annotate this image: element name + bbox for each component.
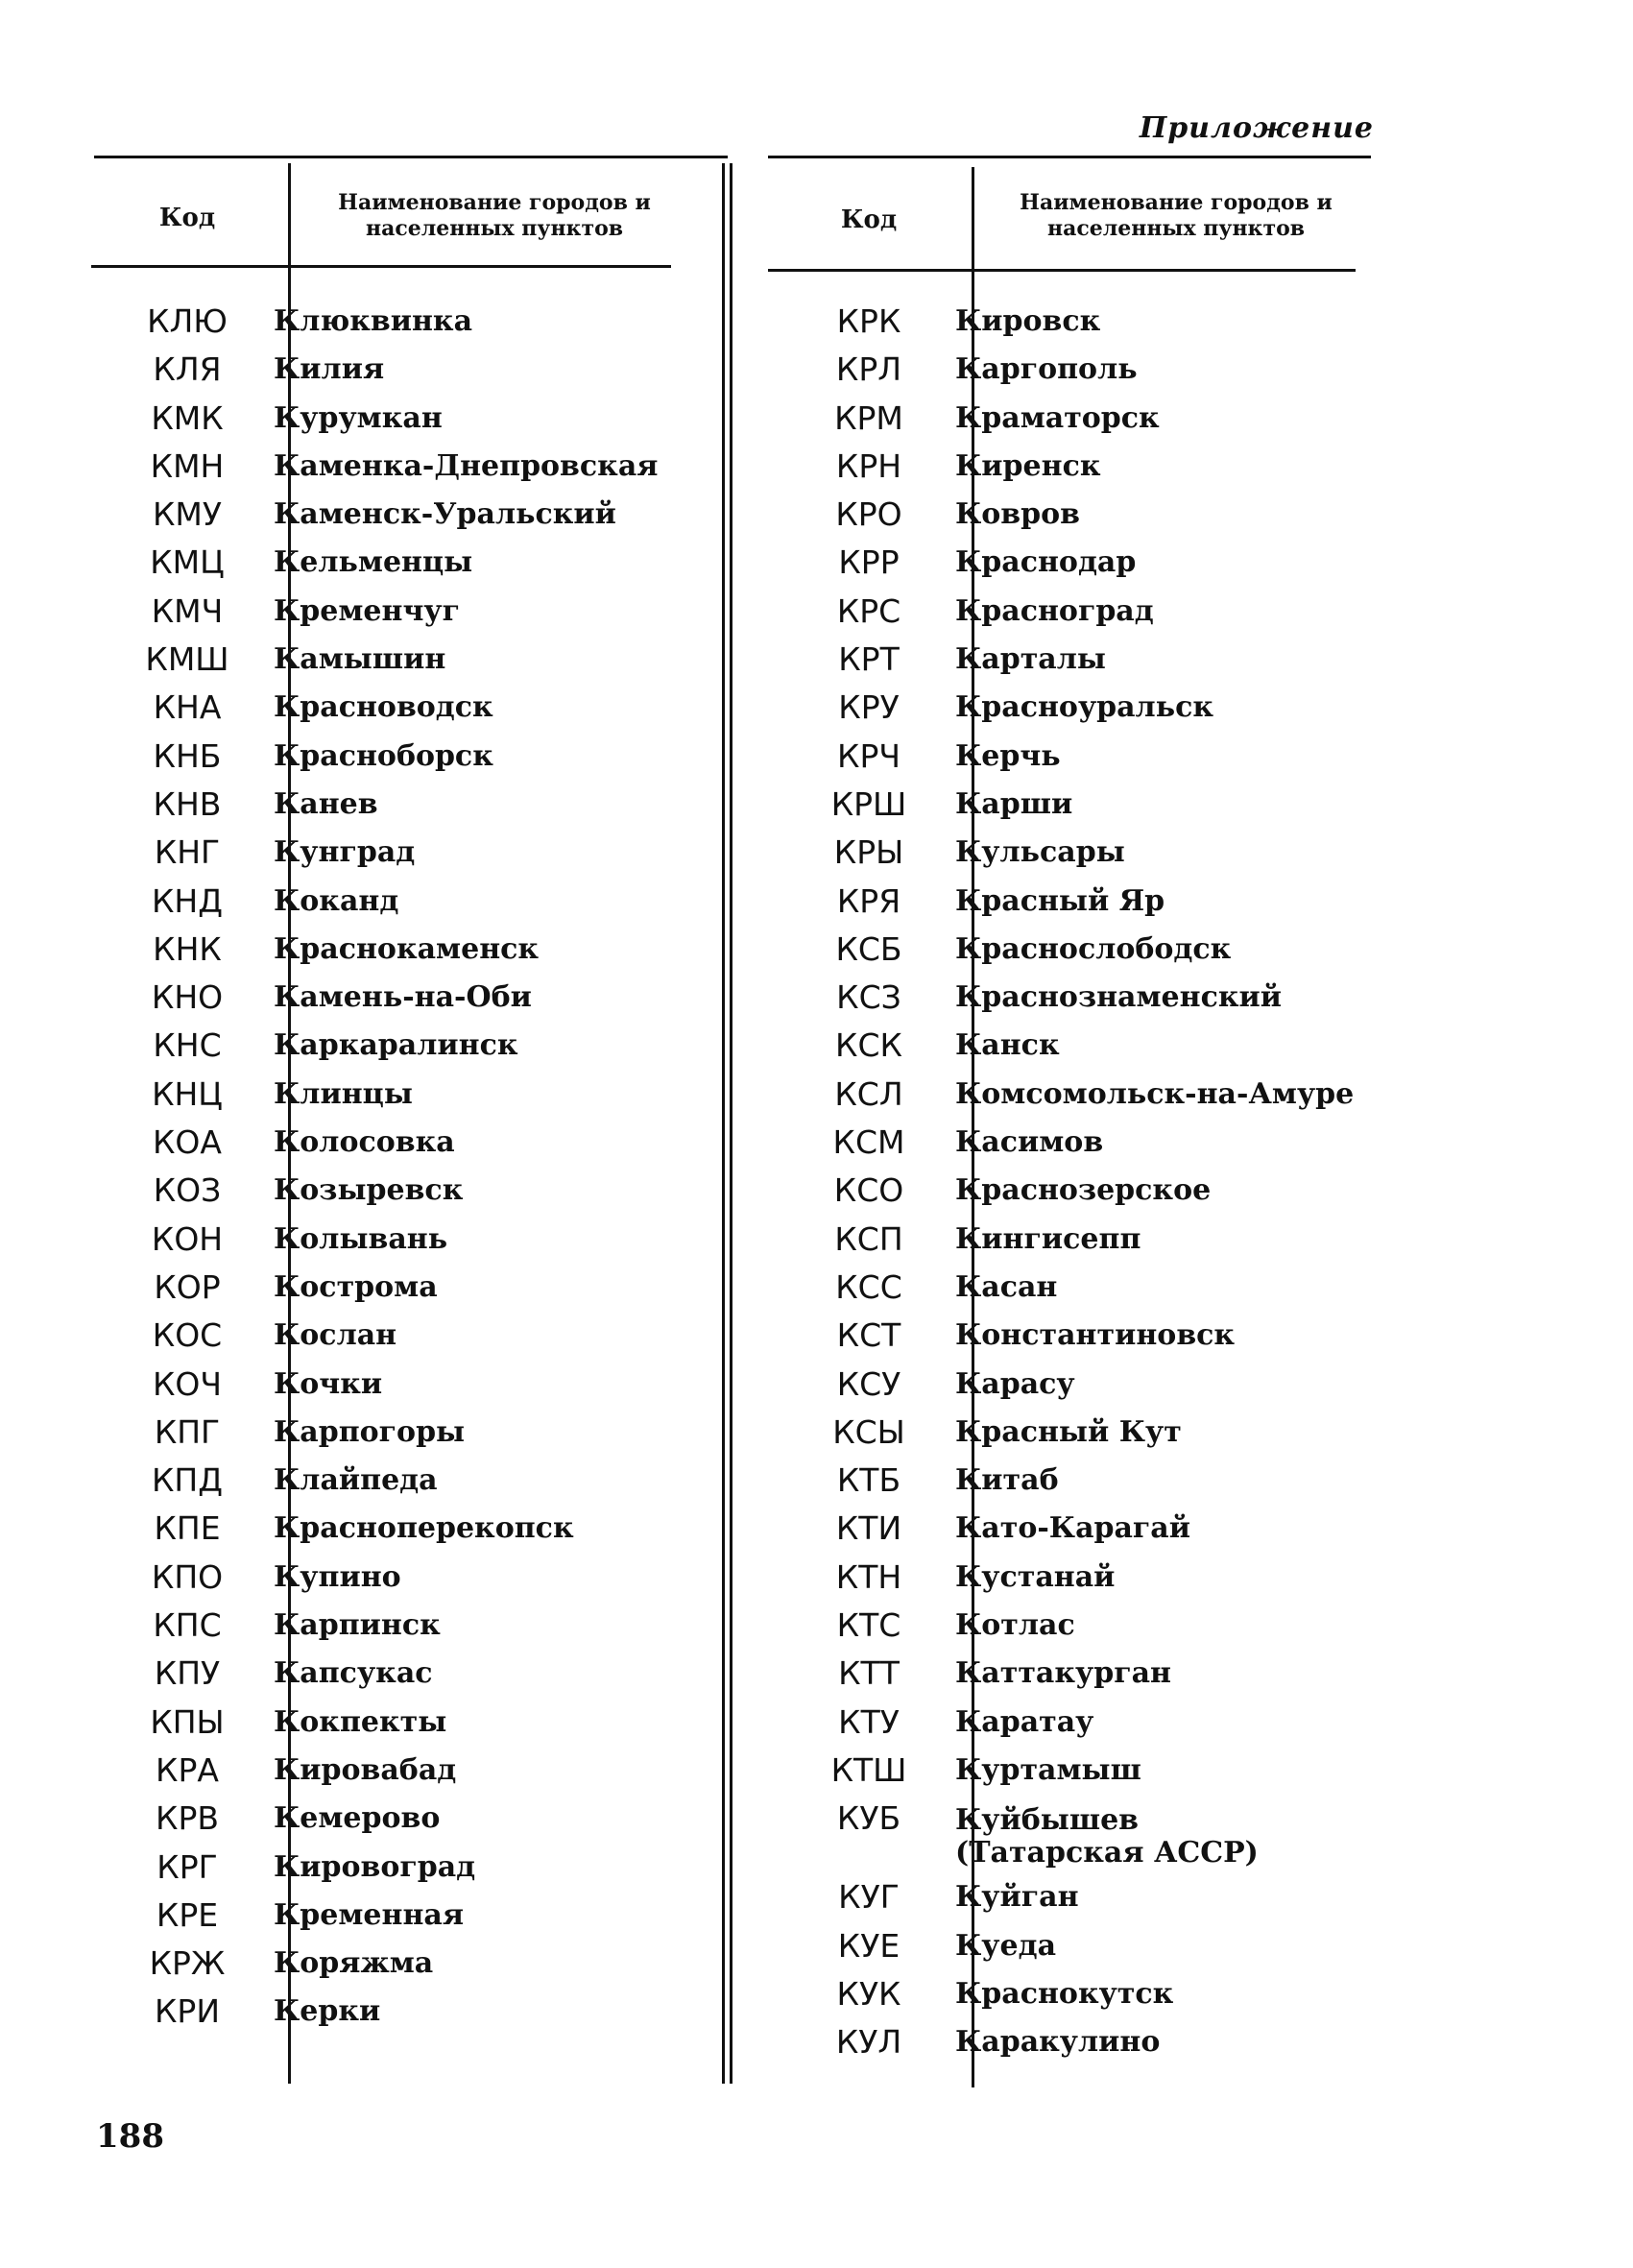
table-row xyxy=(91,491,715,539)
code-cell: КЛЮ xyxy=(147,302,228,340)
table-row xyxy=(91,1844,715,1892)
name-cell: Красноуральск xyxy=(955,690,1214,725)
code-cell: КРШ xyxy=(830,784,907,823)
table-row xyxy=(773,733,1387,781)
header-rule-left xyxy=(91,265,671,268)
table-row xyxy=(91,636,715,684)
top-rule-right xyxy=(768,156,1371,158)
table-row xyxy=(91,1167,715,1215)
table-row xyxy=(91,395,715,443)
name-cell: Кочки xyxy=(274,1366,383,1401)
code-cell: КСТ xyxy=(836,1316,901,1355)
table-row xyxy=(773,2018,1387,2066)
name-cell: Красноперекопск xyxy=(274,1511,574,1546)
code-cell: КТН xyxy=(835,1557,902,1596)
code-cell: КПЕ xyxy=(154,1509,221,1548)
name-cell: Камышин xyxy=(274,642,446,677)
name-cell: Кослан xyxy=(274,1318,397,1353)
name-cell: Красноводск xyxy=(274,690,493,725)
name-cell: Краснодар xyxy=(955,545,1137,580)
code-cell: КОА xyxy=(153,1123,222,1162)
code-cell: КНС xyxy=(153,1026,222,1065)
code-cell: КМЦ xyxy=(150,543,225,582)
name-cell: Килия xyxy=(274,352,385,387)
code-cell: КМН xyxy=(150,446,225,485)
name-cell: Козыревск xyxy=(274,1173,464,1208)
code-cell: КОР xyxy=(154,1267,221,1306)
name-cell: Коряжма xyxy=(274,1946,434,1981)
table-row xyxy=(773,1361,1387,1409)
table-row xyxy=(91,1216,715,1264)
table-row xyxy=(773,1554,1387,1602)
code-cell: КРО xyxy=(835,495,902,534)
header-rule-right xyxy=(768,269,1356,272)
table-row xyxy=(773,1216,1387,1264)
table-row xyxy=(91,781,715,829)
code-cell: КРА xyxy=(156,1750,219,1789)
table-row xyxy=(91,1312,715,1360)
name-cell: Кемерово xyxy=(274,1801,441,1836)
table-row xyxy=(773,298,1387,346)
table-row xyxy=(773,684,1387,732)
table-row xyxy=(773,781,1387,829)
code-cell: КМУ xyxy=(152,495,222,534)
code-cell: КРР xyxy=(838,543,900,582)
name-cell: Капсукас xyxy=(274,1656,433,1691)
table-row xyxy=(91,1505,715,1553)
code-cell: КРЛ xyxy=(835,350,902,389)
table-row xyxy=(773,829,1387,877)
right-name-header: Наименование городов и населенных пунктов xyxy=(1020,190,1333,241)
code-cell: КУЕ xyxy=(837,1926,901,1965)
name-cell: Касимов xyxy=(955,1125,1104,1160)
code-cell: КРГ xyxy=(156,1847,218,1886)
table-row xyxy=(773,1970,1387,2018)
table-row xyxy=(773,1312,1387,1360)
page-number: 188 xyxy=(96,2117,164,2156)
code-cell: КНО xyxy=(151,978,224,1017)
table-row xyxy=(773,1922,1387,1970)
table-row xyxy=(91,1409,715,1457)
table-row xyxy=(773,1119,1387,1167)
table-row xyxy=(91,1361,715,1409)
name-cell: Колывань xyxy=(274,1221,448,1256)
code-cell: КСЛ xyxy=(834,1074,903,1113)
code-cell: КСК xyxy=(835,1026,902,1065)
name-line-2: (Татарская АССР) xyxy=(955,1836,1259,1870)
section-title: Приложение xyxy=(1139,111,1374,145)
table-row xyxy=(773,1650,1387,1698)
code-cell: КТУ xyxy=(838,1702,900,1741)
code-cell: КРЧ xyxy=(837,736,901,775)
table-row xyxy=(91,1264,715,1312)
right-table xyxy=(773,298,1387,2066)
code-cell: КРМ xyxy=(834,398,903,437)
name-cell: Кустанай xyxy=(955,1559,1116,1594)
code-cell: КРЕ xyxy=(156,1895,219,1934)
code-cell: КМК xyxy=(151,398,224,437)
table-row xyxy=(773,1795,1387,1873)
code-cell: КРН xyxy=(835,446,902,485)
table-row xyxy=(91,1119,715,1167)
code-cell: КРВ xyxy=(156,1799,219,1838)
table-row xyxy=(773,1071,1387,1119)
left-code-header: Код xyxy=(158,204,216,232)
table-row xyxy=(91,588,715,636)
code-cell: КРЖ xyxy=(149,1944,226,1983)
name-cell: Кировск xyxy=(955,304,1101,338)
name-cell: Карпинск xyxy=(274,1608,441,1643)
table-row xyxy=(773,1602,1387,1650)
name-cell xyxy=(955,1804,1259,1870)
table-row xyxy=(773,636,1387,684)
code-cell: КСП xyxy=(834,1219,903,1258)
name-cell: Краснокутск xyxy=(955,1976,1174,2011)
table-row xyxy=(773,1505,1387,1553)
table-row xyxy=(91,1747,715,1795)
name-cell: Карталы xyxy=(955,642,1106,677)
table-row xyxy=(91,1892,715,1940)
name-cell: Канев xyxy=(274,786,378,821)
code-cell: КУГ xyxy=(838,1878,900,1917)
table-row xyxy=(91,974,715,1022)
code-cell: КПД xyxy=(151,1461,224,1500)
table-row xyxy=(773,588,1387,636)
code-cell: КТБ xyxy=(836,1461,901,1500)
table-row xyxy=(91,1071,715,1119)
name-cell: Клинцы xyxy=(274,1076,413,1111)
code-cell: КРТ xyxy=(838,640,900,679)
code-cell: КНК xyxy=(153,929,222,968)
code-cell: КПО xyxy=(151,1557,224,1596)
code-cell: КРЫ xyxy=(833,833,904,872)
name-cell: Кировабад xyxy=(274,1752,457,1787)
name-cell: Като-Карагай xyxy=(955,1511,1190,1546)
name-cell: Куйган xyxy=(955,1880,1079,1915)
name-cell: Котлас xyxy=(955,1608,1075,1643)
table-row xyxy=(91,1022,715,1070)
name-cell: Кременчуг xyxy=(274,593,461,628)
code-cell: КОС xyxy=(152,1316,223,1355)
name-cell: Краснозерское xyxy=(955,1173,1212,1208)
table-row xyxy=(773,1457,1387,1505)
code-cell: КТИ xyxy=(835,1509,902,1548)
table-row xyxy=(773,539,1387,587)
table-row xyxy=(773,346,1387,394)
name-cell: Красноград xyxy=(955,593,1154,628)
table-row xyxy=(91,733,715,781)
name-cell: Каргополь xyxy=(955,352,1138,387)
name-cell: Керчь xyxy=(955,738,1061,773)
code-cell: КПУ xyxy=(154,1654,221,1693)
name-cell: Карасу xyxy=(955,1366,1075,1401)
code-cell: КМШ xyxy=(145,640,229,679)
name-cell: Клюквинка xyxy=(274,304,473,338)
name-cell: Красноборск xyxy=(274,738,493,773)
name-cell: Красный Яр xyxy=(955,883,1165,918)
table-row xyxy=(91,684,715,732)
name-cell: Кингисепп xyxy=(955,1221,1141,1256)
name-cell: Кременная xyxy=(274,1897,465,1932)
table-row xyxy=(773,491,1387,539)
name-cell: Краснослободск xyxy=(955,931,1232,966)
table-row xyxy=(773,1873,1387,1921)
name-cell: Краснокаменск xyxy=(274,931,540,966)
code-cell: КУЛ xyxy=(835,2023,902,2062)
name-cell: Камень-на-Оби xyxy=(274,980,532,1015)
code-cell: КУК xyxy=(836,1974,901,2013)
name-cell: Кульсары xyxy=(955,835,1125,870)
name-cell: Каменск-Уральский xyxy=(274,497,616,532)
table-row xyxy=(91,1602,715,1650)
code-cell: КУБ xyxy=(836,1799,901,1838)
table-row xyxy=(773,1264,1387,1312)
table-row xyxy=(91,829,715,877)
table-row xyxy=(773,443,1387,491)
name-cell: Канск xyxy=(955,1028,1060,1063)
code-cell: КПС xyxy=(153,1606,222,1645)
table-row xyxy=(91,878,715,926)
name-line-1: Куйбышев xyxy=(955,1803,1140,1838)
code-cell: КТС xyxy=(836,1606,901,1645)
center-double-rule-b xyxy=(730,163,732,2084)
code-cell: КРУ xyxy=(838,688,900,727)
code-cell: КСО xyxy=(833,1171,904,1210)
center-double-rule-a xyxy=(722,163,725,2084)
table-row xyxy=(773,1022,1387,1070)
name-cell: Краснознаменский xyxy=(955,980,1283,1015)
code-cell: КТТ xyxy=(838,1654,900,1693)
name-cell: Кострома xyxy=(274,1269,438,1304)
code-cell: КСС xyxy=(835,1267,902,1306)
name-cell: Курумкан xyxy=(274,400,443,435)
code-cell: КСЗ xyxy=(836,978,901,1017)
code-cell: КНБ xyxy=(153,736,222,775)
name-cell: Константиновск xyxy=(955,1318,1236,1353)
table-row xyxy=(773,974,1387,1022)
table-row xyxy=(773,878,1387,926)
name-cell: Карши xyxy=(955,786,1073,821)
code-cell: КТШ xyxy=(830,1750,907,1789)
name-cell: Кировоград xyxy=(274,1849,476,1884)
name-cell: Коканд xyxy=(274,883,399,918)
table-row xyxy=(91,298,715,346)
code-cell: КОЗ xyxy=(153,1171,222,1210)
name-cell: Каратау xyxy=(955,1704,1094,1739)
name-cell: Куеда xyxy=(955,1928,1057,1963)
code-cell: КСБ xyxy=(835,929,902,968)
code-cell: КПЫ xyxy=(150,1702,225,1741)
name-cell: Красный Кут xyxy=(955,1414,1182,1449)
name-cell: Ковров xyxy=(955,497,1080,532)
code-cell: КРС xyxy=(836,591,901,630)
code-cell: КРИ xyxy=(154,1992,220,2031)
top-rule-left xyxy=(94,156,728,158)
code-cell: КСЫ xyxy=(832,1412,905,1451)
left-name-header: Наименование городов и населенных пунктов xyxy=(338,190,651,241)
name-cell: Комсомольск-на-Амуре xyxy=(955,1076,1355,1111)
table-row xyxy=(91,443,715,491)
name-cell: Каттакурган xyxy=(955,1656,1171,1691)
name-cell: Купино xyxy=(274,1559,401,1594)
code-cell: КНЦ xyxy=(152,1074,223,1113)
code-cell: КНА xyxy=(153,688,222,727)
name-cell: Каркаралинск xyxy=(274,1028,518,1063)
table-row xyxy=(91,1699,715,1747)
table-row xyxy=(91,539,715,587)
table-row xyxy=(91,926,715,974)
name-cell: Краматорск xyxy=(955,400,1160,435)
table-row xyxy=(773,1747,1387,1795)
table-row xyxy=(773,1409,1387,1457)
code-cell: КНД xyxy=(151,881,224,920)
code-cell: КРЯ xyxy=(836,881,901,920)
code-cell: КСМ xyxy=(832,1123,905,1162)
name-cell: Касан xyxy=(955,1269,1058,1304)
name-cell: Кунград xyxy=(274,835,416,870)
code-cell: КМЧ xyxy=(151,591,224,630)
right-code-header: Код xyxy=(840,205,898,234)
left-table xyxy=(91,298,715,2037)
code-cell: КЛЯ xyxy=(153,350,222,389)
code-cell: КПГ xyxy=(154,1412,221,1451)
table-row xyxy=(91,1457,715,1505)
name-cell: Клайпеда xyxy=(274,1463,438,1498)
table-row xyxy=(91,1650,715,1698)
table-row xyxy=(91,1988,715,2036)
name-cell: Колосовка xyxy=(274,1125,455,1160)
code-cell: КОЧ xyxy=(152,1364,223,1403)
name-cell: Киренск xyxy=(955,448,1101,483)
table-row xyxy=(91,1795,715,1843)
table-row xyxy=(773,926,1387,974)
code-cell: КСУ xyxy=(836,1364,901,1403)
table-row xyxy=(773,1699,1387,1747)
name-cell: Каракулино xyxy=(955,2025,1161,2060)
table-row xyxy=(91,1554,715,1602)
name-cell: Китаб xyxy=(955,1463,1059,1498)
code-cell: КНГ xyxy=(154,833,221,872)
code-cell: КРК xyxy=(836,302,901,340)
name-cell: Керки xyxy=(274,1994,381,2029)
table-row xyxy=(91,1940,715,1988)
table-row xyxy=(773,395,1387,443)
name-cell: Кельменцы xyxy=(274,545,473,580)
table-row xyxy=(773,1167,1387,1215)
name-cell: Каменка-Днепровская xyxy=(274,448,659,483)
name-cell: Кокпекты xyxy=(274,1704,447,1739)
name-cell: Куртамыш xyxy=(955,1752,1141,1787)
code-cell: КНВ xyxy=(153,784,222,823)
table-row xyxy=(91,346,715,394)
code-cell: КОН xyxy=(151,1219,224,1258)
name-cell: Карпогоры xyxy=(274,1414,466,1449)
